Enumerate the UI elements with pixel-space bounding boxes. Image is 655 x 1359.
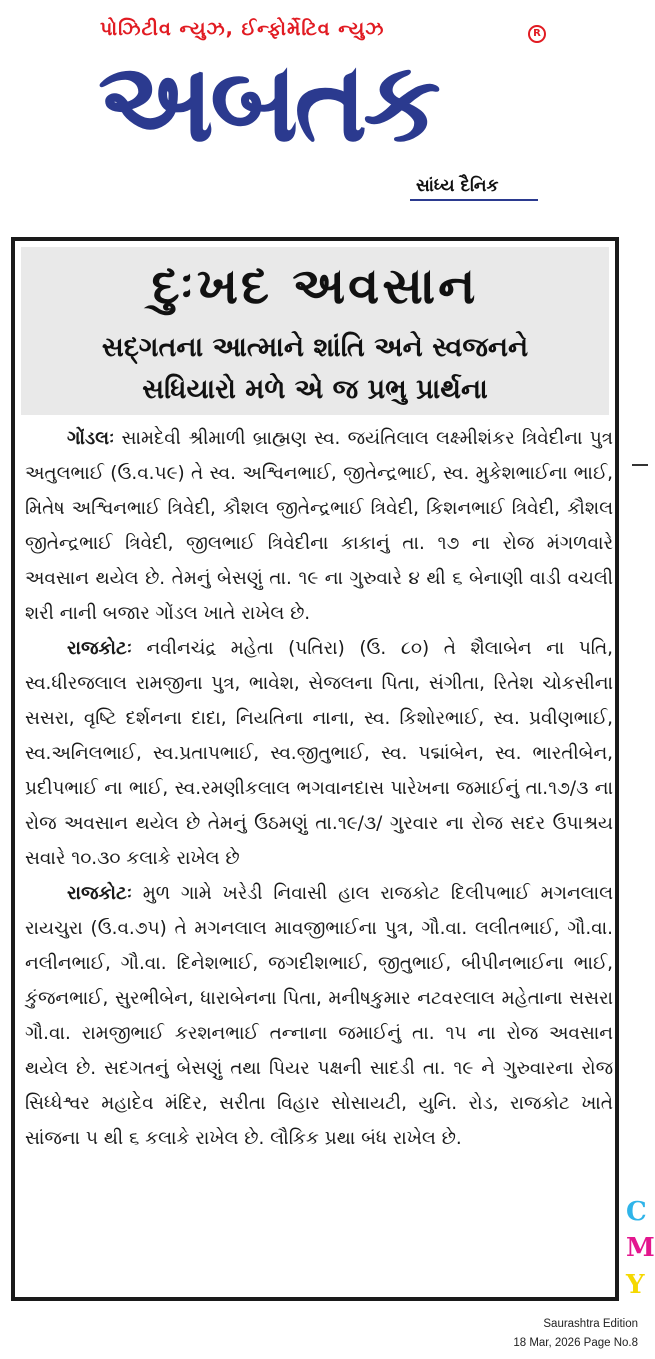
entry-text: સામદેવી શ્રીમાળી બ્રાહ્મણ સ્વ. જયંતિલાલ લક્ષ્મીશંકર ત્રિવેદીના પુત્ર અતુલભાઈ (ઉ.વ.૫૯) તે સ્વ. અશ્વિનભાઈ, જીતેન્દ્રભાઈ, સ્વ. મુકેશભાઈના ભાઈ, મિતેષ અશ્વિનભાઈ ત્રિવેદી, કૌશલ જીતેન્દ્રભાઈ ત્રિવેદી, કિશનભાઈ ત્રિવેદી, કૌશલ જીતેન્દ્રભાઈ ત્રિવેદી, જીલભાઈ ત્રિવેદીના કાકાનું તા. ૧૭ ના રોજ મંગળવારે અવસાન થયેલ છે. તેમનું બેસણું તા. ૧૯ ના ગુરુવારે ૪ થી ૬ બેનાણી વાડી વચલી શરી નાની બજાર ગોંડલ ખાતે રાખેલ છે. [25,428,613,624]
notice-subtitle-line1: સદ્ગતના આત્માને શાંતિ અને સ્વજનને [101,332,529,363]
logo-underline [410,199,538,201]
edition-date-page: 18 Mar, 2026 Page No.8 [513,1337,638,1349]
notice-title: દુઃખદ અવસાન [151,257,479,315]
crop-mark [632,464,648,466]
obituary-notice [11,237,619,1301]
notice-header [21,247,609,415]
entry-place: રાજકોટઃ [67,638,132,659]
entry-place: રાજકોટઃ [67,883,132,904]
registered-mark-icon: R [528,25,546,43]
edition-name: Saurashtra Edition [543,1318,638,1330]
edition-footer [513,1315,638,1353]
entry-text: મુળ ગામે ખરેડી નિવાસી હાલ રાજકોટ દિલીપભાઈ મગનલાલ રાયચુરા (ઉ.વ.૭૫) તે મગનલાલ માવજીભાઈના પુત્ર, ગૌ.વા. લલીતભાઈ, ગૌ.વા. નલીનભાઈ, ગૌ.વા. દિનેશભાઈ, જગદીશભાઈ, જીતુભાઈ, બીપીનભાઈના ભાઈ, કુંજનભાઈ, સુરભીબેન, ધારાબેનના પિતા, મનીષકુમાર નટવરલાલ મહેતાના સસરા ગૌ.વા. રામજીભાઈ કરશનભાઈ તન્નાના જમાઈનું તા. ૧૫ ના રોજ અવસાન થયેલ છે. સદગતનું બેસણું તથા પિયર પક્ષની સાદડી તા. ૧૯ ને ગુરુવારના રોજ સિધ્ધેશ્વર મહાદેવ મંદિર, સરીતા વિહાર સોસાયટી, યુનિ. રોડ, રાજકોટ ખાતે સાંજના ૫ થી ૬ કલાકે રાખેલ છે. લૌકિક પ્રથા બંધ રાખેલ છે. [25,883,613,1149]
masthead-tagline: પોઝિટીવ ન્યુઝ, ઈન્ફોર્મેટિવ ન્યુઝ [100,18,385,40]
obituary-entry [25,876,613,1156]
notice-subtitle-line2: સધિયારો મળે એ જ પ્રભુ પ્રાર્થના [142,374,488,405]
registration-mark-cyan: C [626,1197,647,1227]
obituary-entry [25,631,613,876]
registration-mark-magenta: M [626,1233,655,1263]
notice-body [25,421,613,1156]
entry-place: ગોંડલઃ [67,428,115,449]
registration-mark-yellow: Y [626,1270,645,1300]
obituary-entry [25,421,613,631]
newspaper-logo: અબતક [98,38,437,166]
edition-tag: સાંધ્ય દૈનિક [416,176,499,196]
entry-text: નવીનચંદ્ર મહેતા (પતિરા) (ઉ. ૮૦) તે શૈલાબેન ના પતિ, સ્વ.ધીરજલાલ રામજીના પુત્ર, ભાવેશ, સેજલના પિતા, સંગીતા, રિતેશ ચોકસીના સસરા, વૃષ્ટિ દર્શનના દાદા, નિયતિના નાના, સ્વ. કિશોરભાઈ, સ્વ. પ્રવીણભાઈ, સ્વ.અનિલભાઈ, સ્વ.પ્રતાપભાઈ, સ્વ.જીતુભાઈ, સ્વ. પદ્માંબેન, સ્વ. ભારતીબેન, પ્રદીપભાઈ ના ભાઈ, સ્વ.રમણીકલાલ ભગવાનદાસ પારેખના જમાઈનું તા.૧૭/૩ ના રોજ અવસાન થયેલ છે તેમનું ઉઠમણું તા.૧૯/૩/ ગુરવાર ના રોજ સદર ઉપાશ્રય સવારે ૧૦.૩૦ કલાકે રાખેલ છે [25,638,613,869]
